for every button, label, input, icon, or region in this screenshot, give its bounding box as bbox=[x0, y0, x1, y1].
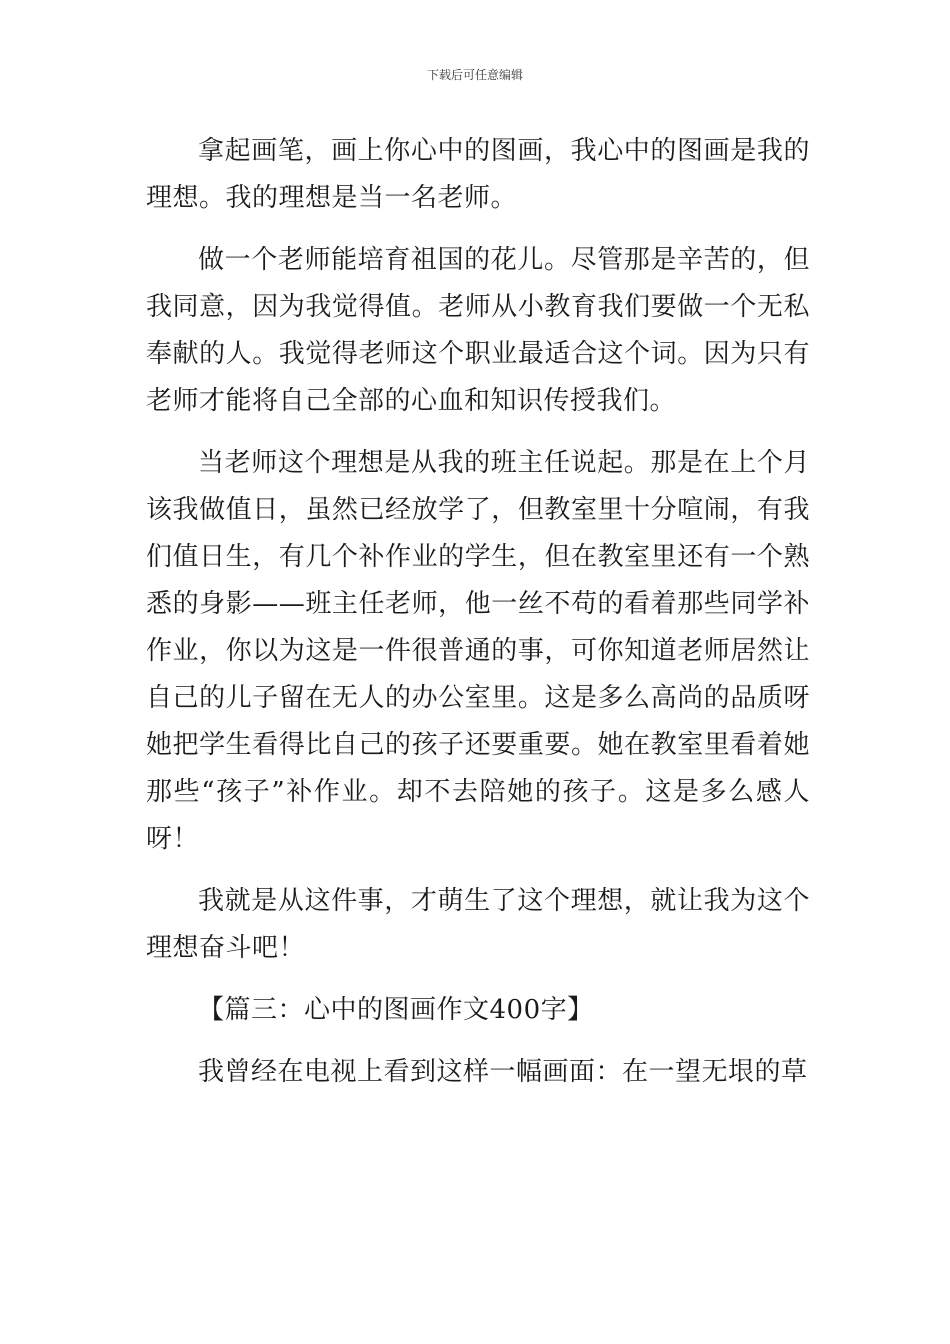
paragraph-5: 我曾经在电视上看到这样一幅画面：在一望无垠的草 bbox=[198, 1057, 808, 1087]
document-body bbox=[146, 128, 810, 1111]
page-header: 下载后可任意编辑 bbox=[426, 68, 523, 82]
paragraph-2: 做一个老师能培育祖国的花儿。尽管那是辛苦的，但我同意，因为我觉得值。老师从小教育我们要做一个无私奉献的人。我觉得老师这个职业最适合这个词。因为只有老师才能将自己全部的心血和知识传授我们。 bbox=[146, 245, 810, 416]
paragraph-3: 当老师这个理想是从我的班主任说起。那是在上个月该我做值日，虽然已经放学了，但教室里十分喧闹，有我们值日生，有几个补作业的学生，但在教室里还有一个熟悉的身影——班主任老师，他一丝不苟的看着那些同学补作业，你以为这是一件很普通的事，可你知道老师居然让自己的儿子留在无人的办公室里。这是多么高尚的品质呀她把学生看得比自己的孩子还要重要。她在教室里看着她那些“孩子”补作业。却不去陪她的孩子。这是多么感人呀！ bbox=[146, 448, 810, 854]
section-heading: 【篇三：心中的图画作文400字】 bbox=[198, 995, 594, 1025]
paragraph-4: 我就是从这件事，才萌生了这个理想，就让我为这个理想奋斗吧！ bbox=[146, 886, 810, 963]
paragraph-1: 拿起画笔，画上你心中的图画，我心中的图画是我的理想。我的理想是当一名老师。 bbox=[146, 136, 810, 213]
